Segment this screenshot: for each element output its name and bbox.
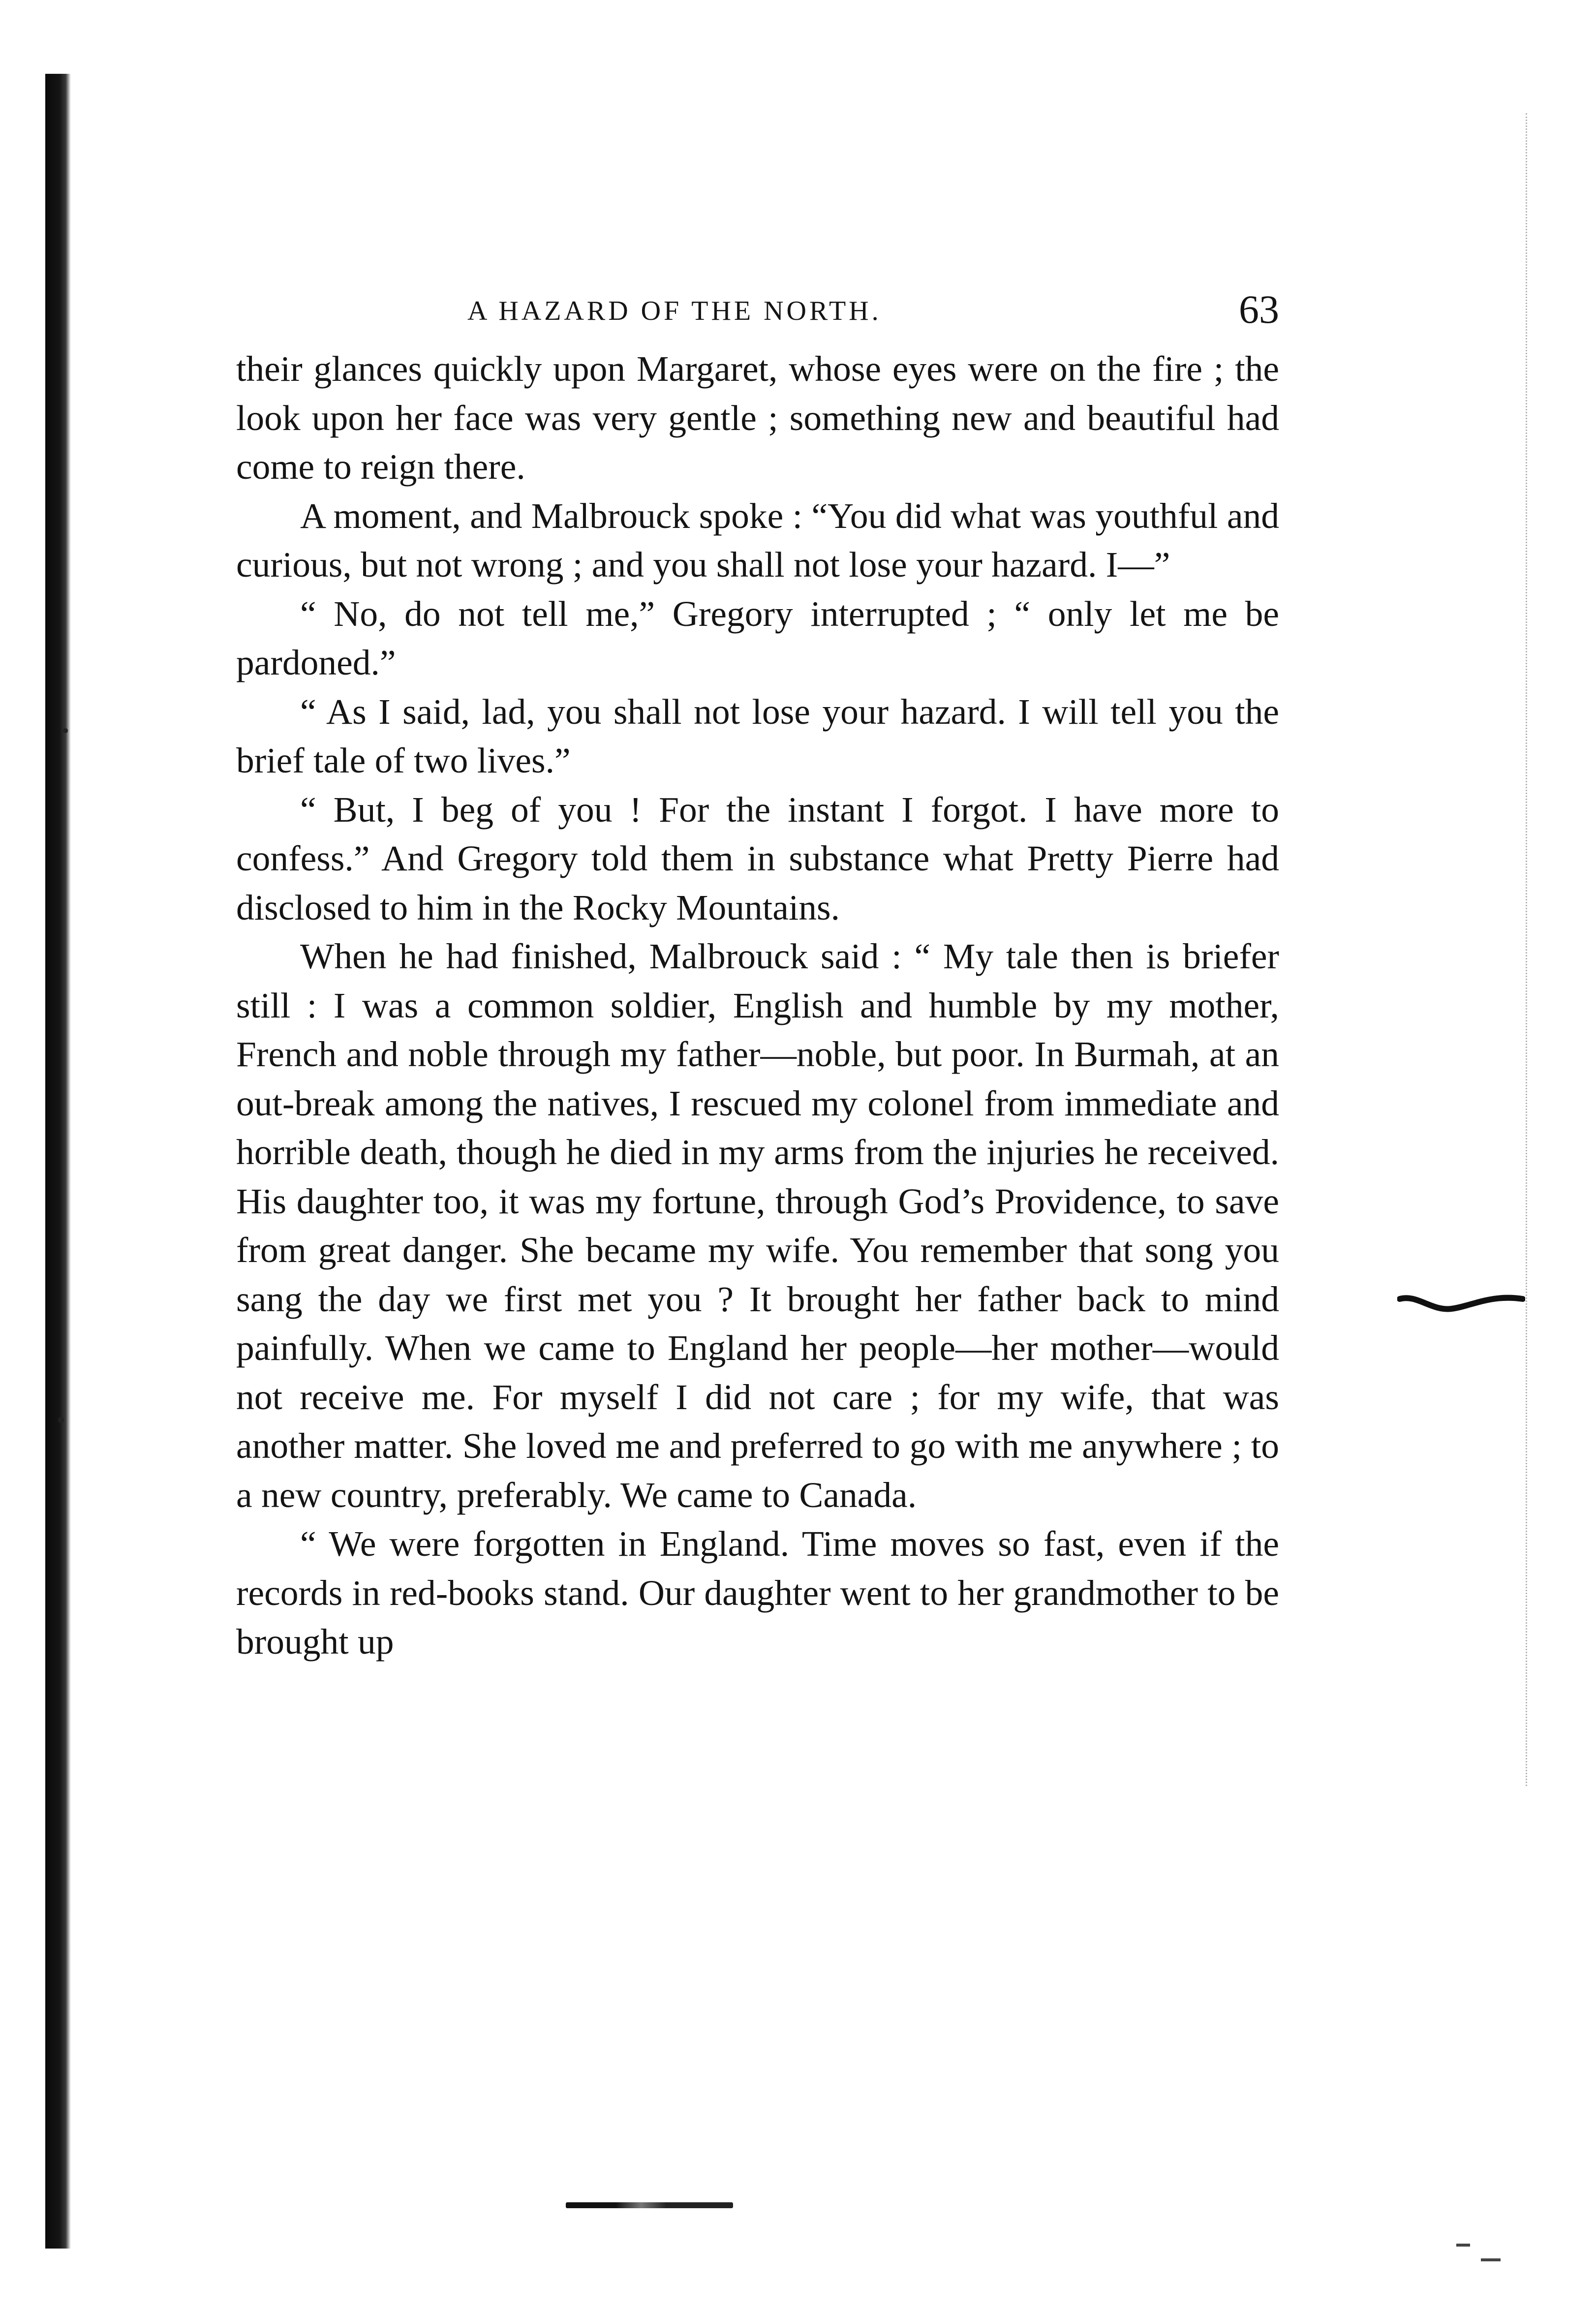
page-binding-shadow [45, 74, 71, 2249]
book-page [236, 276, 1279, 1666]
running-head [236, 276, 1279, 344]
paragraph: “ But, I beg of you ! For the instant I forgot. I have more to confess.” And Gregory told them in substance what Pretty Pierre had disclosed to him in the Rocky Mountains. [236, 789, 1279, 927]
paragraph: “ No, do not tell me,” Gregory interrupted ; “ only let me be pardoned.” [236, 593, 1279, 682]
bottom-margin-dash [1481, 2258, 1501, 2261]
stray-ink-stroke [1397, 1289, 1525, 1324]
running-head-title: A HAZARD OF THE NORTH. [467, 296, 882, 326]
binding-ink-speck [58, 1417, 64, 1423]
paragraph: “ As I said, lad, you shall not lose your hazard. I will tell you the brief tale of two lives.” [236, 691, 1279, 780]
paragraph: “ We were forgotten in England. Time moves so fast, even if the records in red-books stand. Our daughter went to her grandmother to be brought up [236, 1524, 1279, 1662]
right-margin-dust [1511, 113, 1527, 1786]
paragraph: A moment, and Malbrouck spoke : “You did what was youthful and curious, but not wrong ; and you shall not lose your hazard. I—” [236, 495, 1279, 585]
page-number: 63 [1239, 287, 1279, 332]
bottom-margin-dash [1456, 2244, 1470, 2247]
bottom-ink-smudge [566, 2202, 733, 2208]
paragraph: their glances quickly upon Margaret, whose eyes were on the fire ; the look upon her face was very gentle ; something new and beautiful had come to reign there. [236, 349, 1279, 487]
paragraph: When he had finished, Malbrouck said : “ My tale then is briefer still : I was a common soldier, English and humble by my mother, French and noble through my father—noble, but poor. In Burmah, at an out-break among the natives, I rescued my colonel from immediate and horrible death, though he died in my arms from the injuries he received. His daughter too, it was my fortune, through God’s Providence, to save from great danger. She became my wife. You remember that song you sang the day we first met you ? It brought her father back to mind painfully. When we came to England her people—her mother—would not receive me. For myself I did not care ; for my wife, that was another matter. She loved me and preferred to go with me anywhere ; to a new country, preferably. We came to Canada. [236, 936, 1279, 1515]
body-text [236, 344, 1279, 1666]
binding-ink-speck [63, 728, 68, 733]
